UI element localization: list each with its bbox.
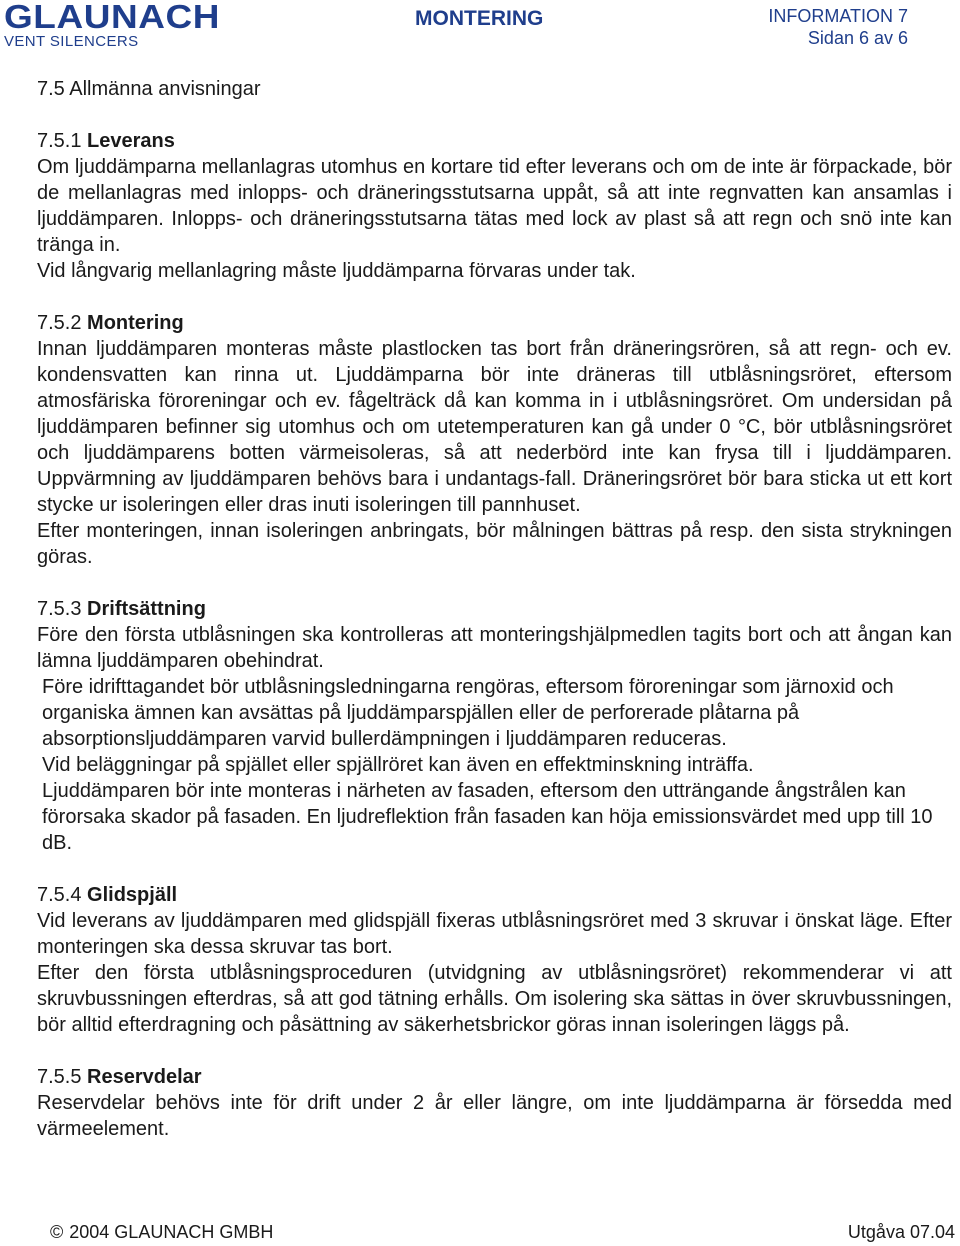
paragraph: Före den första utblåsningen ska kontrolleras att monteringshjälpmedlen tagits bort och att ångan kan lämna ljuddämparen obehindrat. — [37, 624, 952, 672]
subsection-number: 7.5.5 — [37, 1066, 82, 1088]
indented-paragraph: Före idrifttagandet bör utblåsningsledningarna rengöras, eftersom föroreningar som järnoxid och organiska ämnen kan avsättas på ljuddämparspjällen eller de perforerade plåtarna på absorptionsljuddämparen varvid bullerdämpningen i ljuddämparen reduceras. — [42, 676, 894, 750]
subsection-title: Montering — [87, 312, 184, 334]
paragraph: Reservdelar behövs inte för drift under 2 år eller längre, om inte ljuddämparna är försedda med värmeelement. — [37, 1092, 952, 1140]
paragraph: Om ljuddämparna mellanlagras utomhus en kortare tid efter leverans och om de inte är förpackade, bör de mellanlagras med inlopps- och dräneringsstutsarna uppåt, så att inte regnvatten kan ansamlas i ljuddämparen. Inlopps- och dräneringsstutsarna tätas med lock av plast så att regn och snö inte kan tränga in. — [37, 156, 952, 256]
subsection-heading — [37, 596, 952, 622]
subsection-number: 7.5.3 — [37, 598, 82, 620]
footer-edition: Utgåva 07.04 — [847, 1222, 955, 1242]
subsection-heading — [37, 882, 952, 908]
indented-paragraph: Vid beläggningar på spjället eller spjällröret kan även en effektminskning inträffa. — [42, 754, 754, 776]
subsection-leverans — [37, 128, 952, 284]
subsection-number: 7.5.1 — [37, 130, 82, 152]
subsection-montering — [37, 310, 952, 570]
document-title: MONTERING — [415, 7, 544, 30]
logo-wordmark: GLAUNACH — [4, 0, 220, 35]
paragraph: Innan ljuddämparen monteras måste plastlocken tas bort från dräneringsrören, så att regn- och ev. kondensvatten kan rinna ut. Ljuddämparna bör inte dräneras till utblåsningsröret, eftersom atmosfäriska föroreningar och ev. fågelträck då kan komma in i utblåsningsröret. Om undersidan på ljuddämparen befinner sig utomhus och om utetemperaturen kan gå under 0 °C, bör utblåsningsröret och ljuddämparens botten värmeisoleras, så att nederbörd inte kan frysa till i ljuddämparen. Uppvärmning av ljuddämparen behövs bara i undantags-fall. Dräneringsröret bör bara sticka ut ett kort stycke ur isoleringen eller dras inuti isoleringen till pannhuset. — [37, 338, 952, 516]
subsection-heading — [37, 310, 952, 336]
subsection-driftsattning — [37, 596, 952, 856]
subsection-number: 7.5.2 — [37, 312, 82, 334]
subsection-title: Leverans — [87, 130, 175, 152]
subsection-title: Glidspjäll — [87, 884, 178, 906]
subsection-number: 7.5.4 — [37, 884, 82, 906]
subsection-reservdelar — [37, 1064, 952, 1142]
subsection-heading — [37, 128, 952, 154]
document-body — [37, 76, 952, 1142]
copyright-icon: © — [50, 1222, 64, 1242]
information-number: INFORMATION 7 — [768, 6, 908, 26]
copyright-text: 2004 GLAUNACH GMBH — [69, 1222, 274, 1242]
footer-copyright — [50, 1221, 273, 1243]
paragraph: Vid långvarig mellanlagring måste ljuddämparna förvaras under tak. — [37, 260, 636, 282]
logo-tagline: VENT SILENCERS — [4, 33, 139, 50]
header-info-block — [768, 5, 908, 49]
paragraph: Efter monteringen, innan isoleringen anbringats, bör målningen bättras på resp. den sista strykningen göras. — [37, 520, 952, 568]
subsection-heading — [37, 1064, 952, 1090]
page-number: Sidan 6 av 6 — [807, 28, 908, 48]
subsection-glidspjall — [37, 882, 952, 1038]
paragraph: Efter den första utblåsningsproceduren (utvidgning av utblåsningsröret) rekommenderar vi att skruvbussningen efterdras, så att god tätning erhålls. Om isolering ska sättas in över skruvbussningen, bör alltid efterdragning och påsättning av säkerhetsbrickor göras innan isoleringen läggs på. — [37, 962, 952, 1036]
subsection-title: Reservdelar — [87, 1066, 202, 1088]
paragraph: Vid leverans av ljuddämparen med glidspjäll fixeras utblåsningsröret med 3 skruvar i önskat läge. Efter monteringen ska dessa skruvar tas bort. — [37, 910, 952, 958]
subsection-title: Driftsättning — [87, 598, 206, 620]
section-heading: 7.5 Allmänna anvisningar — [37, 78, 261, 100]
indented-paragraph: Ljuddämparen bör inte monteras i närheten av fasaden, eftersom den utträngande ångstrålen kan förorsaka skador på fasaden. En ljudreflektion från fasaden kan höja emissionsvärdet med upp till 10 dB. — [42, 780, 933, 854]
glaunach-logo — [4, 2, 274, 50]
